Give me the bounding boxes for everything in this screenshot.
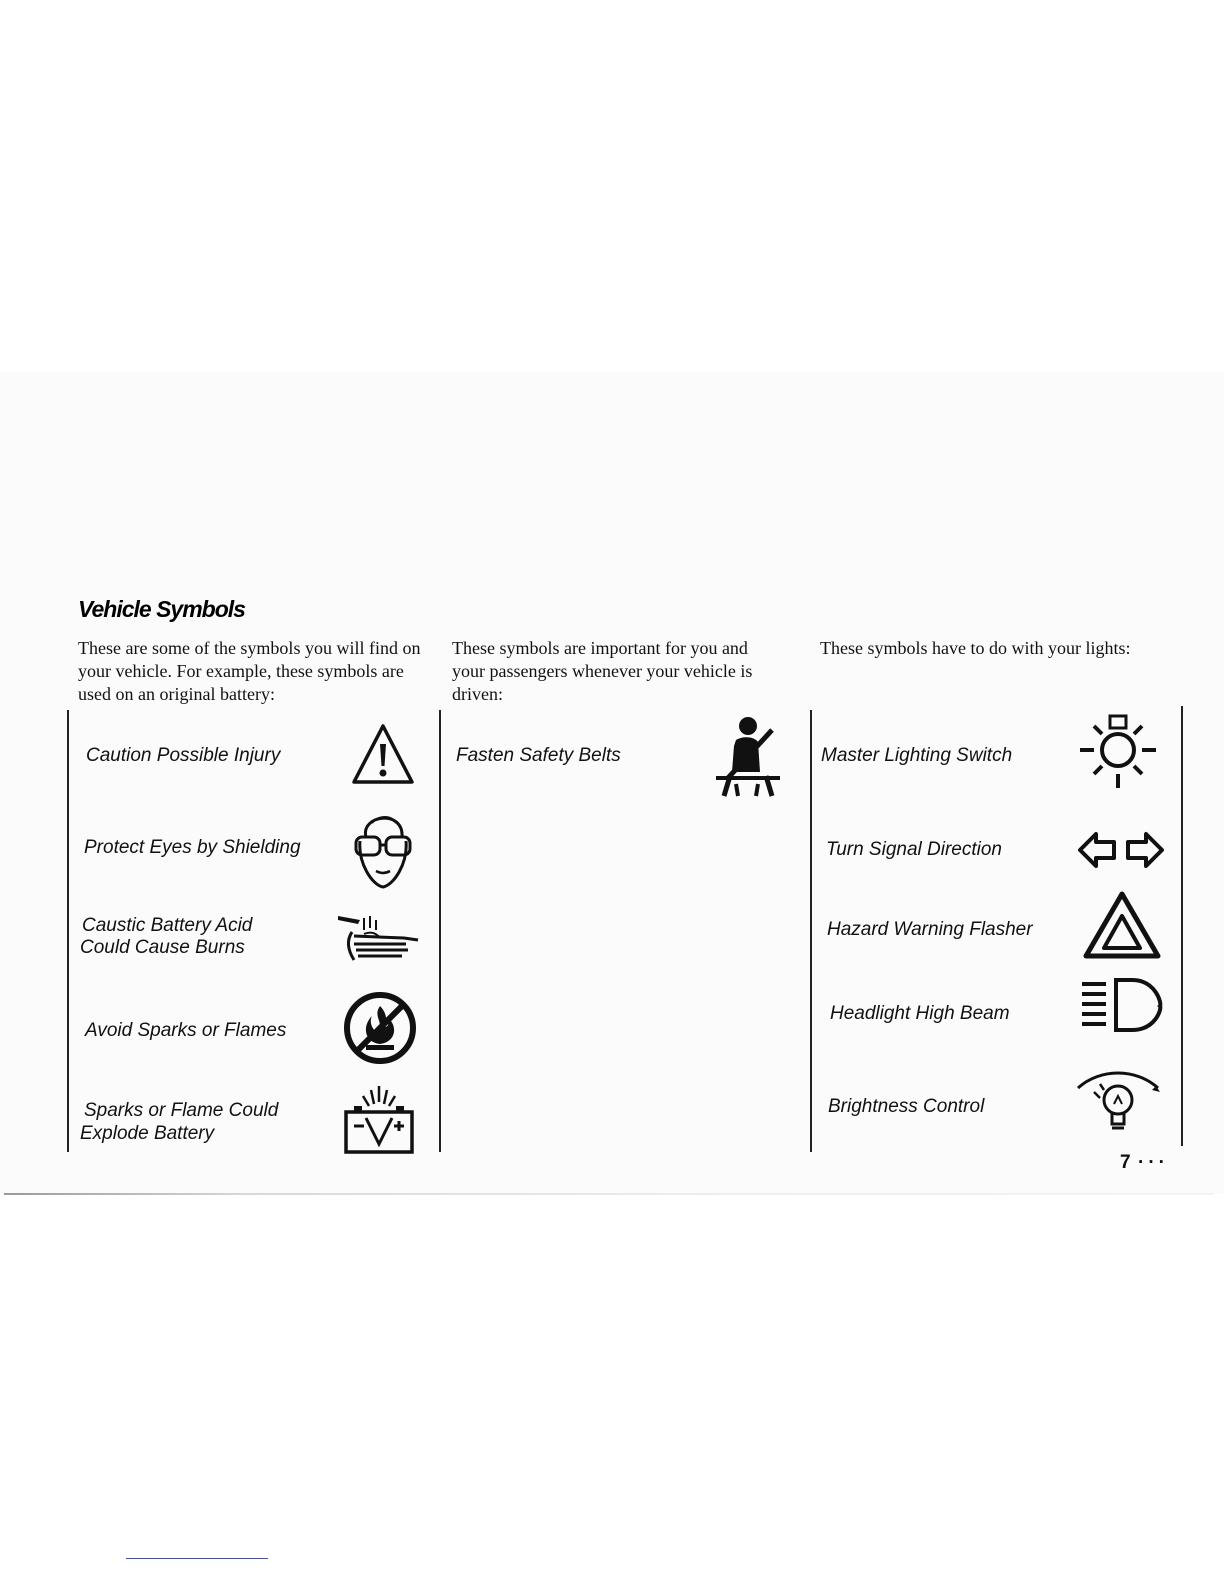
caution-triangle-icon [350, 722, 416, 786]
acid-burn-hand-icon [334, 908, 420, 964]
symbol-label: Protect Eyes by Shielding [84, 837, 301, 858]
master-light-icon [1076, 712, 1160, 792]
symbol-label-line2: Could Cause Burns [80, 937, 245, 958]
symbol-label: Fasten Safety Belts [456, 745, 621, 766]
footer-underline [126, 1558, 268, 1559]
symbol-label-line2: Explode Battery [80, 1123, 215, 1144]
battery-spark-icon [342, 1084, 416, 1156]
symbol-label: Caution Possible Injury [86, 745, 281, 766]
symbol-label-line1: Sparks or Flame Could [84, 1100, 279, 1121]
no-flame-icon [342, 990, 418, 1066]
page-number: 7 [1120, 1152, 1131, 1173]
symbol-label: Master Lighting Switch [821, 745, 1013, 766]
intro-battery-symbols: These are some of the symbols you will find on your vehicle. For example, these symbols are used on an original battery: [78, 638, 421, 704]
intro-light-symbols: These symbols have to do with your lights: [820, 638, 1131, 658]
page-title: Vehicle Symbols [78, 596, 245, 622]
column-divider-middle [439, 710, 441, 1152]
page-continuation-dots: ··· [1138, 1152, 1169, 1173]
symbol-label: Turn Signal Direction [826, 839, 1003, 860]
turn-signal-arrows-icon [1076, 828, 1166, 872]
column-divider-right [810, 710, 812, 1152]
page-edge-shadow [4, 1193, 1214, 1195]
symbol-label-line1: Caustic Battery Acid [82, 915, 253, 936]
symbol-label: Avoid Sparks or Flames [85, 1020, 287, 1041]
symbol-label: Brightness Control [828, 1096, 985, 1117]
high-beam-icon [1078, 976, 1164, 1034]
goggles-face-icon [352, 807, 414, 891]
page-band [0, 372, 1224, 1194]
symbol-label: Headlight High Beam [830, 1003, 1010, 1024]
brightness-bulb-icon [1072, 1062, 1164, 1142]
hazard-triangle-icon [1082, 890, 1162, 960]
intro-passenger-symbols: These symbols are important for you and your passengers whenever your vehicle is driven: [452, 638, 753, 704]
column-divider-left [67, 710, 69, 1152]
symbol-label: Hazard Warning Flasher [827, 919, 1033, 940]
seat-belt-icon [714, 712, 786, 802]
column-divider-end [1181, 706, 1183, 1146]
